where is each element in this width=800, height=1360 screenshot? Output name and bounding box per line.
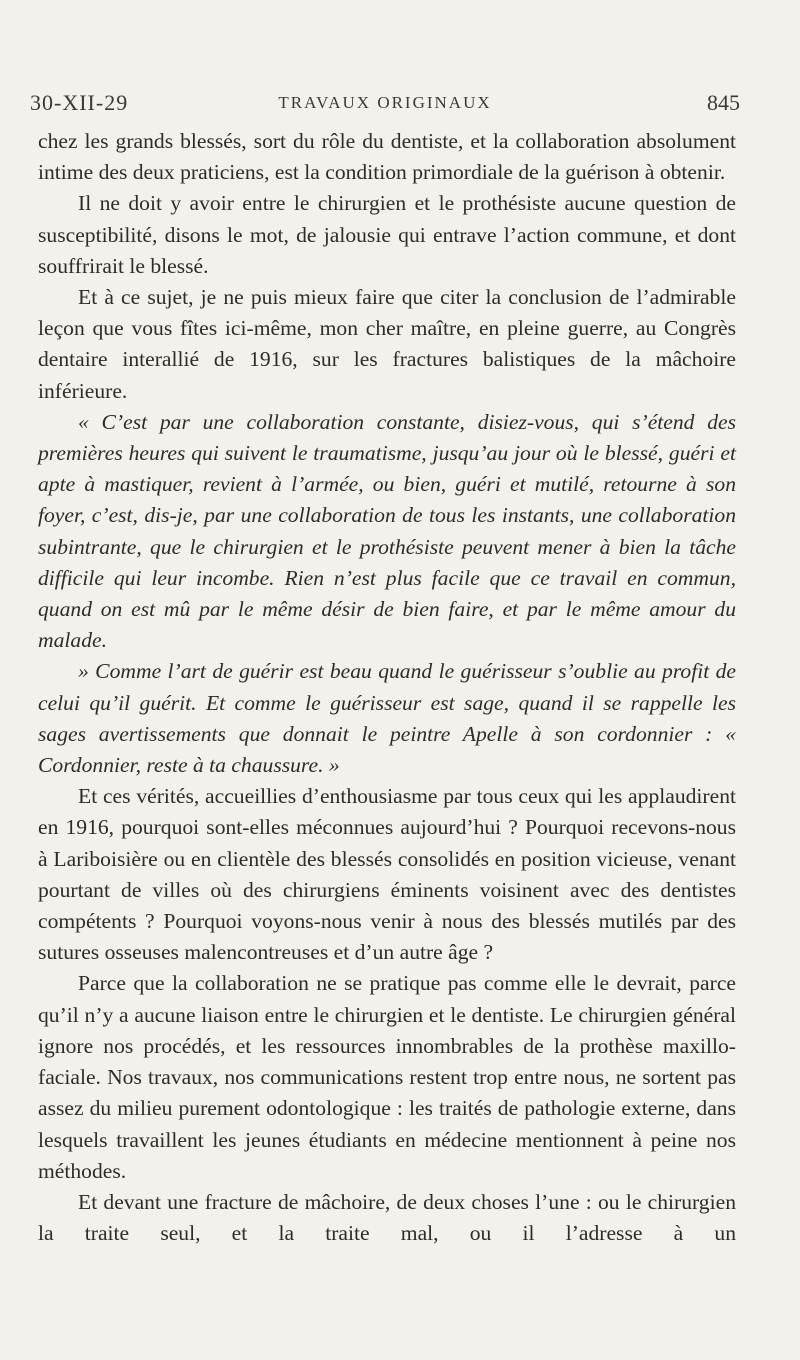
body-text	[38, 126, 736, 1249]
paragraph-5: Parce que la collaboration ne se pratique pas comme elle le devrait, parce qu’il n’y a aucune liaison entre le chirurgien et le dentiste. Le chirurgien général ignore nos procédés, et les ressources innombrables de la prothèse maxillo-faciale. Nos travaux, nos communications restent trop entre nous, ne sortent pas assez du milieu purement odontologique : les traités de pathologie externe, dans lesquels travaillent les jeunes étudiants en médecine mentionnent à peine nos méthodes.	[38, 971, 736, 1183]
paragraph-4: Et ces vérités, accueillies d’enthousiasme par tous ceux qui les applaudirent en 1916, pourquoi sont-elles méconnues aujourd’hui ? Pourquoi recevons-nous à Lariboisière ou en clientèle des blessés consolidés en position vicieuse, venant pourtant de villes où des chirurgiens éminents voisinent avec des dentistes compétents ? Pourquoi voyons-nous venir à nous des blessés mutilés par des sutures osseuses malencontreuses et d’un autre âge ?	[38, 784, 736, 965]
quote-paragraph-2: » Comme l’art de guérir est beau quand le guérisseur s’oublie au profit de celui qu’il guérit. Et comme le guérisseur est sage, quand il se rappelle les sages avertissements que donnait le peintre Apelle à son cordonnier : « Cordonnier, reste à ta chaussure. »	[38, 659, 736, 778]
page-number: 845	[707, 90, 740, 115]
paragraph-1: chez les grands blessés, sort du rôle du dentiste, et la collaboration absolument intime des deux praticiens, est la condition primordiale de la guérison à obtenir.	[38, 129, 736, 185]
header-date: 30-XII-29	[30, 90, 129, 115]
header-section-title: TRAVAUX ORIGINAUX	[278, 93, 492, 112]
running-header	[30, 90, 740, 120]
quote-paragraph-1: « C’est par une collaboration constante, disiez-vous, qui s’étend des premières heures qui suivent le traumatisme, jusqu’au jour où le blessé, guéri et apte à mastiquer, revient à l’armée, ou bien, guéri et mutilé, retourne à son foyer, c’est, dis-je, par une collaboration de tous les instants, une collaboration subintrante, que le chirurgien et le prothésiste peuvent mener à bien la tâche difficile qui leur incombe. Rien n’est plus facile que ce travail en commun, quand on est mû par le même désir de bien faire, et par le même amour du malade.	[38, 409, 736, 653]
paragraph-6: Et devant une fracture de mâchoire, de deux choses l’une : ou le chirurgien la traite seul, et la traite mal, ou il l’adresse à un	[38, 1189, 736, 1246]
paragraph-2: Il ne doit y avoir entre le chirurgien et le prothésiste aucune question de susceptibilité, disons le mot, de jalousie qui entrave l’action commune, et dont souffrirait le blessé.	[38, 191, 736, 278]
paragraph-3: Et à ce sujet, je ne puis mieux faire que citer la conclusion de l’admirable leçon que vous fîtes ici-même, mon cher maître, en pleine guerre, au Congrès dentaire interallié de 1916, sur les fractures balistiques de la mâchoire inférieure.	[38, 285, 736, 403]
